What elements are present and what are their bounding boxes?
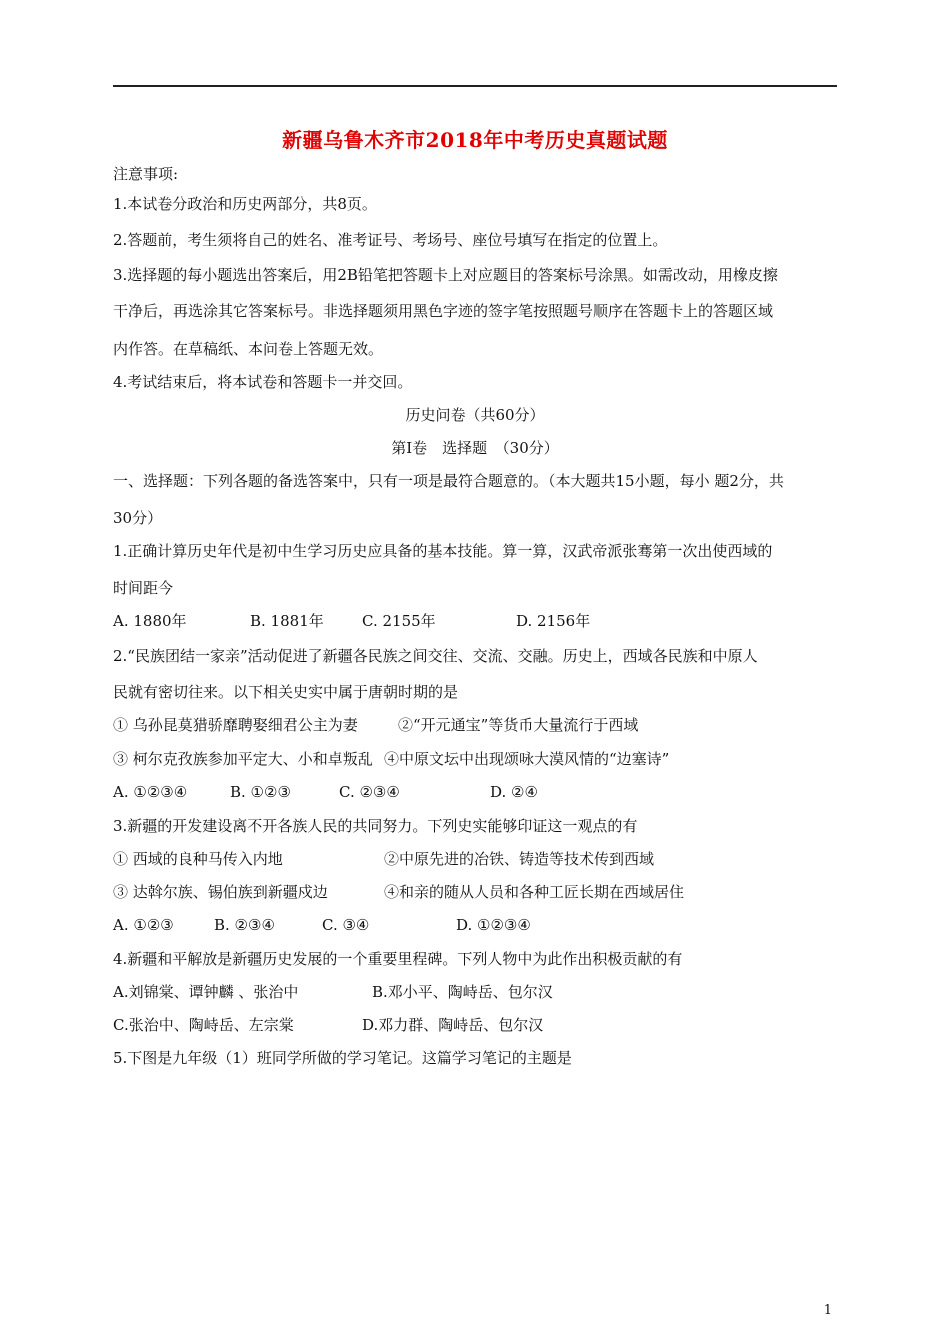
page-title: 新疆乌鲁木齐市2018年中考历史真题试题 [282, 128, 668, 152]
statement-3: ③ 柯尔克孜族参加平定大、小和卓叛乱 [113, 750, 373, 768]
statement-3: ③ 达斡尔族、锡伯族到新疆戍边 [113, 883, 328, 901]
notice-item: 1.本试卷分政治和历史两部分，共8页。 [113, 195, 377, 213]
statement-4: ④中原文坛中出现颂咏大漠风情的“边塞诗” [384, 750, 670, 768]
option-a: A.刘锦棠、谭钟麟 、张治中 [113, 983, 299, 1001]
option-a: A. ①②③④ [113, 783, 188, 801]
notice-item: 4.考试结束后，将本试卷和答题卡一并交回。 [113, 373, 413, 391]
option-c: C. ③④ [322, 916, 370, 934]
notice-item: 2.答题前，考生须将自己的姓名、准考证号、考场号、座位号填写在指定的位置上。 [113, 231, 668, 249]
option-a: A. 1880年 [113, 612, 187, 630]
option-c: C. 2155年 [362, 612, 436, 630]
question-2-stem: 民就有密切往来。以下相关史实中属于唐朝时期的是 [113, 683, 459, 701]
paper-title: 历史问卷（共60分） [405, 406, 545, 424]
notice-item: 3.选择题的每小题选出答案后，用2B铅笔把答题卡上对应题目的答案标号涂黑。如需改动，用橡皮擦 [113, 266, 778, 284]
header-rule [113, 85, 837, 87]
option-d: D.邓力群、陶峙岳、包尔汉 [362, 1016, 544, 1034]
statement-1: ① 西域的良种马传入内地 [113, 850, 283, 868]
statement-4: ④和亲的随从人员和各种工匠长期在西域居住 [384, 883, 685, 901]
page-number: 1 [823, 1303, 832, 1318]
notice-item: 干净后，再选涂其它答案标号。非选择题须用黑色字迹的签字笔按照题号顺序在答题卡上的答题区域 [113, 302, 774, 320]
question-1-stem: 1.正确计算历史年代是初中生学习历史应具备的基本技能。算一算，汉武帝派张骞第一次出使西域的 [113, 542, 773, 560]
option-a: A. ①②③ [113, 916, 174, 934]
statement-1: ① 乌孙昆莫猎骄靡聘娶细君公主为妻 [113, 716, 358, 734]
option-b: B. 1881年 [250, 612, 324, 630]
option-b: B. ①②③ [230, 783, 291, 801]
notice-heading: 注意事项: [113, 165, 179, 183]
option-c: C. ②③④ [339, 783, 400, 801]
option-b: B. ②③④ [214, 916, 275, 934]
notice-item: 内作答。在草稿纸、本问卷上答题无效。 [113, 340, 384, 358]
question-4-stem: 4.新疆和平解放是新疆历史发展的一个重要里程碑。下列人物中为此作出积极贡献的有 [113, 950, 683, 968]
statement-2: ②中原先进的冶铁、铸造等技术传到西域 [384, 850, 655, 868]
section-instruction: 一、选择题：下列各题的备选答案中，只有一项是最符合题意的。（本大题共15小题，每小 题2分，共 [113, 472, 784, 490]
question-5-stem: 5.下图是九年级（1）班同学所做的学习笔记。这篇学习笔记的主题是 [113, 1049, 572, 1067]
option-b: B.邓小平、陶峙岳、包尔汉 [372, 983, 553, 1001]
option-d: D. 2156年 [516, 612, 591, 630]
question-3-stem: 3.新疆的开发建设离不开各族人民的共同努力。下列史实能够印证这一观点的有 [113, 817, 638, 835]
option-d: D. ②④ [490, 783, 538, 801]
question-2-stem: 2.“民族团结一家亲”活动促进了新疆各民族之间交往、交流、交融。历史上，西域各民族和中原人 [113, 647, 758, 665]
part-title: 第Ⅰ卷 选择题 （30分） [391, 439, 559, 457]
option-d: D. ①②③④ [456, 916, 531, 934]
statement-2: ②“开元通宝”等货币大量流行于西域 [398, 716, 639, 734]
section-instruction: 30分） [113, 509, 163, 527]
option-c: C.张治中、陶峙岳、左宗棠 [113, 1016, 294, 1034]
question-1-stem: 时间距今 [113, 579, 174, 597]
